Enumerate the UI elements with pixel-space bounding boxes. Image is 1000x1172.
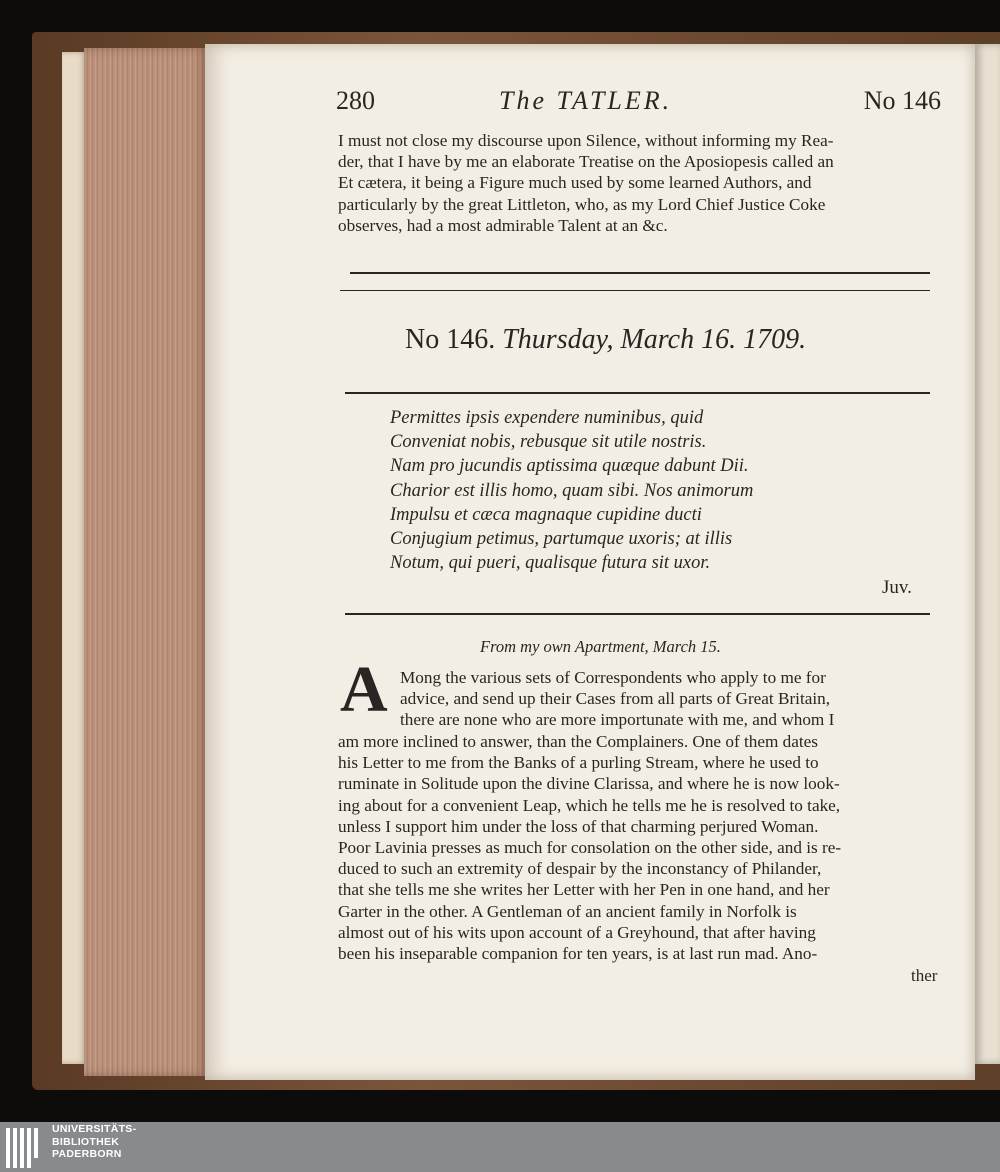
epigraph-attribution: Juv.	[882, 577, 912, 598]
divider-rule	[340, 290, 930, 291]
divider-rule	[345, 613, 930, 615]
divider-rule	[345, 392, 930, 394]
endpaper	[62, 52, 86, 1064]
library-logo-icon	[6, 1128, 44, 1168]
dateline: From my own Apartment, March 15.	[480, 637, 721, 656]
issue-number: No 146.	[405, 324, 496, 355]
article-body: am more inclined to answer, than the Complainers. One of them dates his Letter to me from the Banks of a purling Stream, where he used to ruminate in Solitude upon the divine Clarissa, and where he is now look- ing about for a convenient Leap, which he tells me he is resolved to take, unless I support him under the loss of that charming perjured Woman. Poor Lavinia presses as much for consolation on the other side, and is re- duced to such an extremity of despair by the inconstancy of Philander, that she tells me she writes her Letter with her Pen in one hand, and her Garter in the other. A Gentleman of an ancient family in Norfolk is almost out of his wits upon account of a Greyhound, that after having been his inseparable companion for ten years, is at last run mad. Ano-	[338, 732, 842, 964]
article-first-lines: Mong the various sets of Correspondents who apply to me for advice, and send up their Cases from all parts of Great Britain, there are none who are more importunate with me, and whom I	[400, 668, 835, 730]
page-edges	[84, 48, 208, 1076]
library-footer	[0, 1122, 1000, 1172]
catchword: ther	[911, 966, 938, 985]
epigraph: Permittes ipsis expendere numinibus, quid Conveniat nobis, rebusque sit utile nostris. Nam pro jucundis aptissima quæque dabunt Dii. Charior est illis homo, quam sibi. Nos animorum Impulsu et cæca magnaque cupidine ducti Conjugium petimus, partumque uxoris; at illis Notum, qui pueri, qualisque futura sit uxor.	[390, 408, 754, 574]
page-number: 280	[336, 86, 375, 115]
issue-heading	[405, 324, 925, 356]
running-head	[336, 86, 941, 120]
library-name: UNIVERSITÄTS- BIBLIOTHEK PADERBORN	[52, 1123, 137, 1160]
drop-cap: A	[340, 653, 388, 726]
running-title: The TATLER.	[499, 86, 673, 115]
facing-leaf	[975, 44, 1000, 1064]
opening-paragraph: I must not close my discourse upon Silence, without informing my Rea- der, that I have by me an elaborate Treatise on the Aposiopesis called an Et cætera, it being a Figure much used by some learned Authors, and particularly by the great Littleton, who, as my Lord Chief Justice Coke observes, had a most admirable Talent at an &c.	[338, 131, 834, 235]
issue-date: Thursday, March 16. 1709.	[502, 324, 807, 355]
running-issue: No 146	[863, 86, 941, 115]
divider-rule	[350, 272, 930, 274]
